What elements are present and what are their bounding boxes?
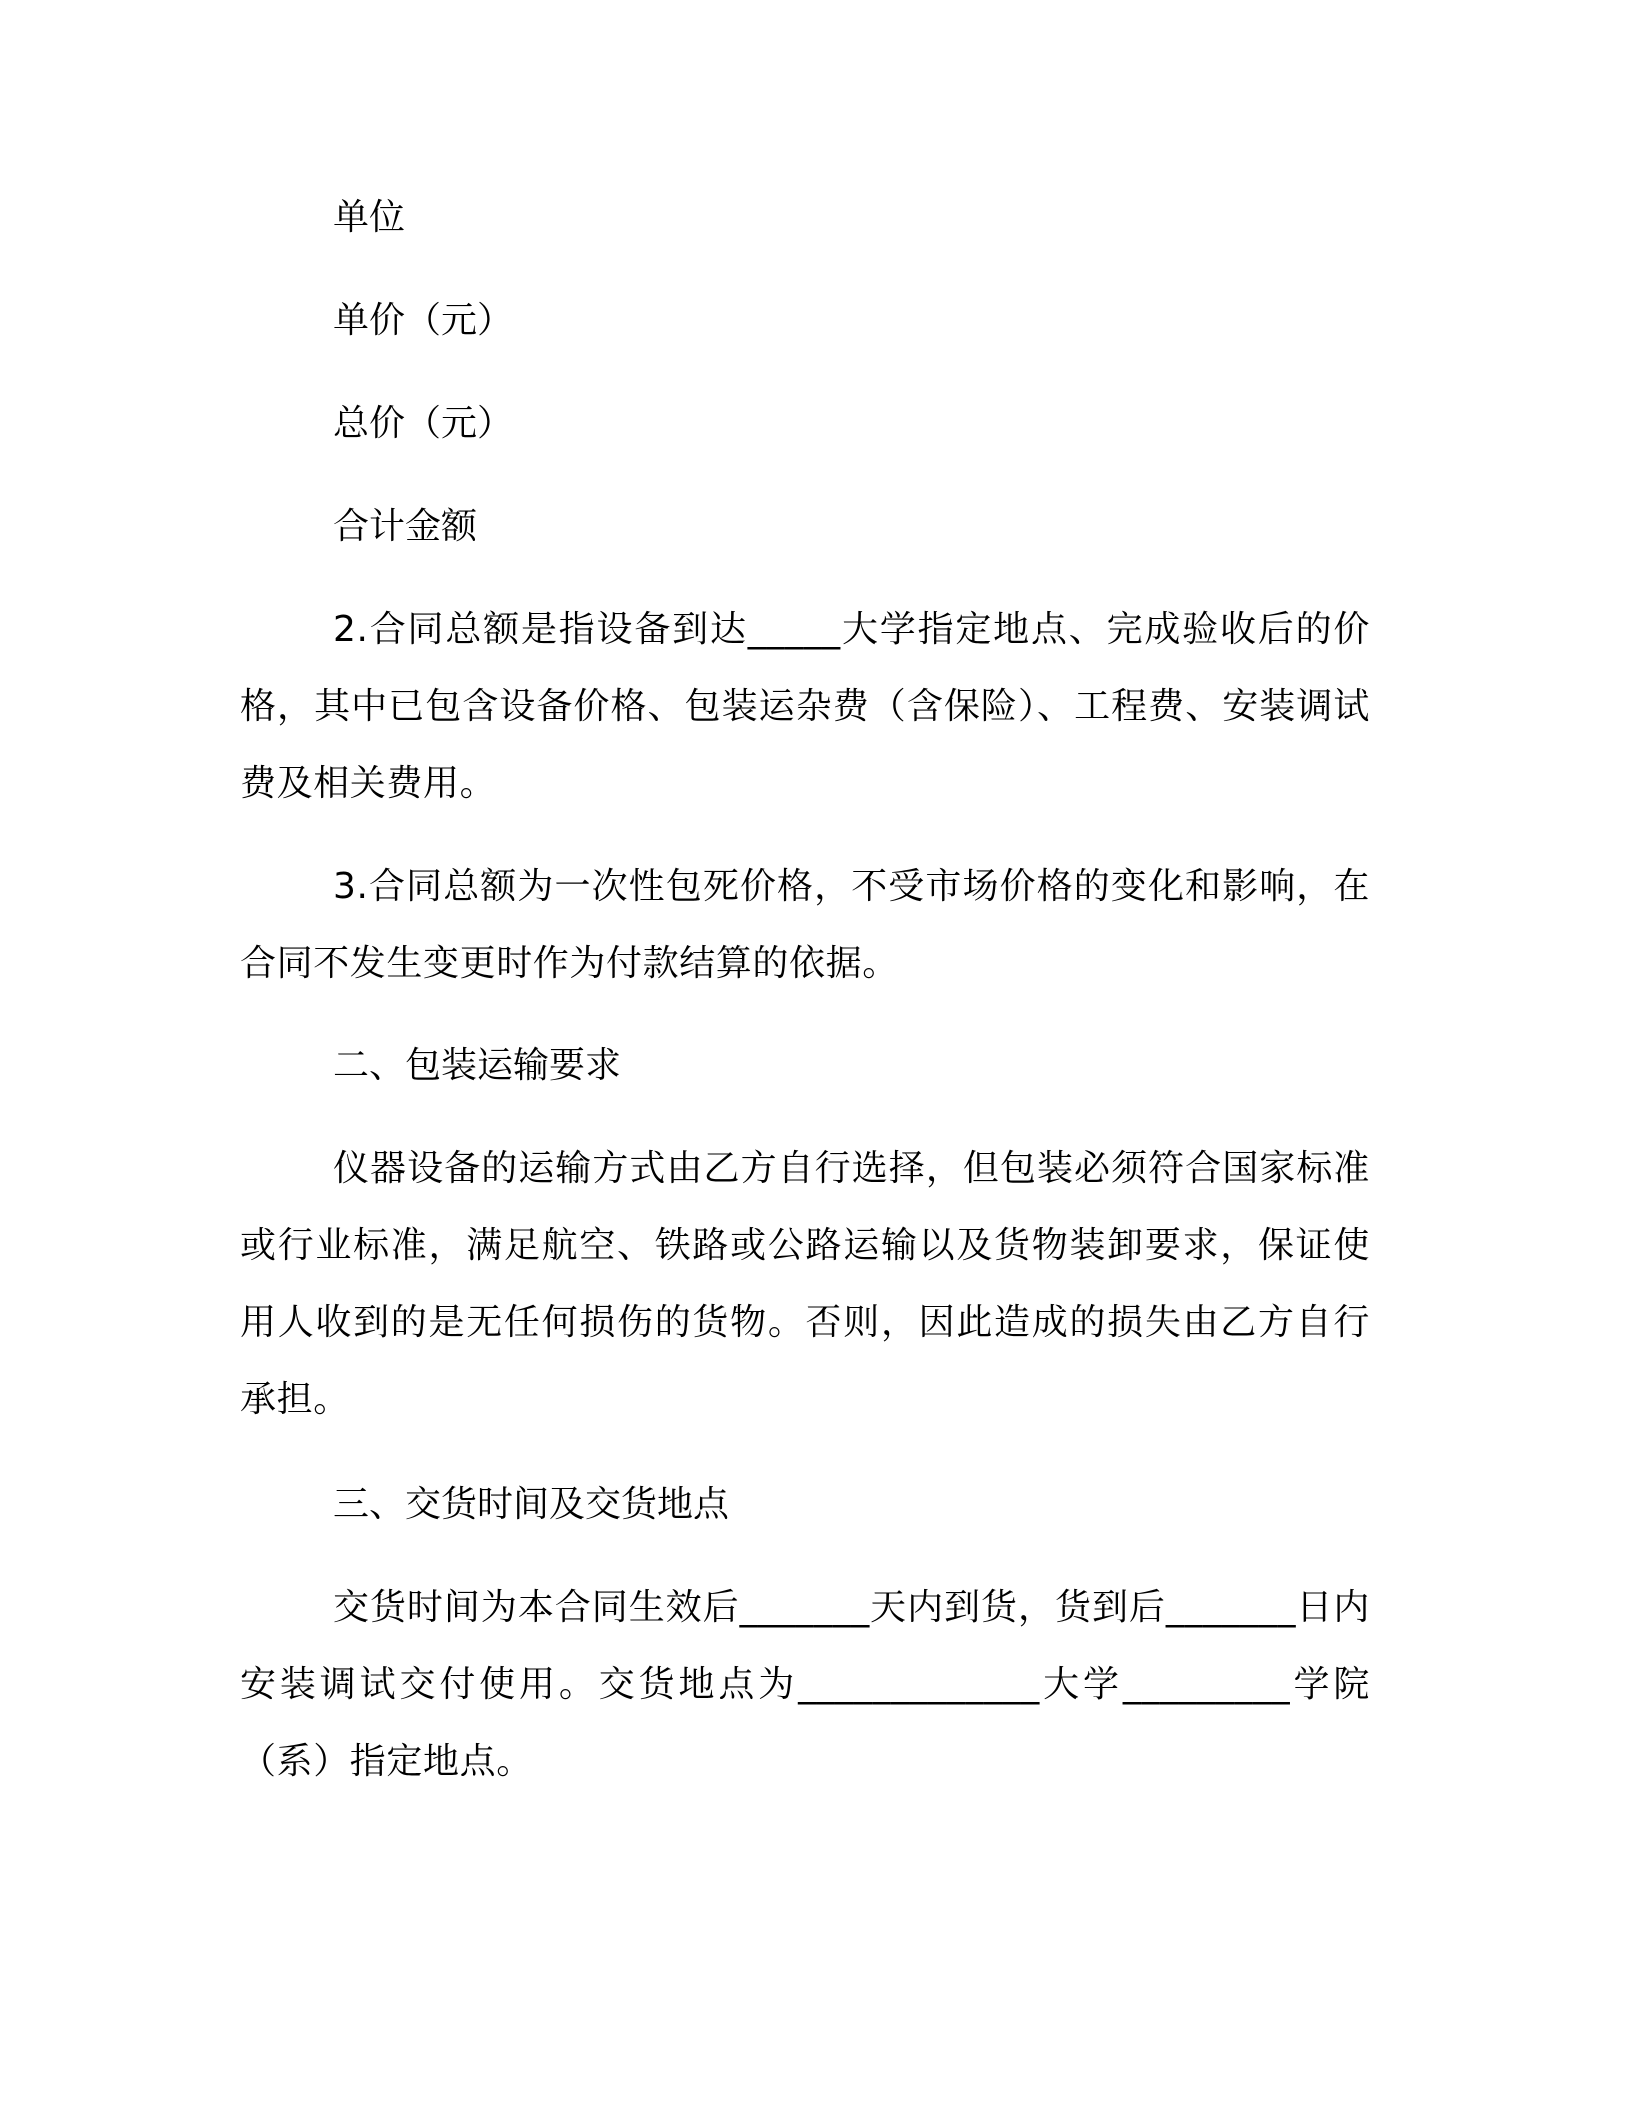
clause-3-paragraph: 3.合同总额为一次性包死价格，不受市场价格的变化和影响，在合同不发生变更时作为付款结算的依据。 [240,866,1370,984]
section-2-paragraph: 仪器设备的运输方式由乙方自行选择，但包装必须符合国家标准或行业标准，满足航空、铁路或公路运输以及货物装卸要求，保证使用人收到的是无任何损伤的货物。否则，因此造成的损失由乙方自行承担。 [240,1148,1370,1420]
section-3-heading: 三、交货时间及交货地点 [333,1484,730,1525]
section-2-heading: 二、包装运输要求 [333,1045,622,1086]
table-row-unit: 单位 [333,197,406,238]
table-row-total-price: 总价（元） [333,403,514,444]
table-row-sum-amount: 合计金额 [333,506,478,547]
section-3-paragraph: 交货时间为本合同生效后_______天内到货，货到后_______日内安装调试交付使用。交货地点为_____________大学_________学院（系）指定地点。 [240,1587,1370,1782]
clause-2-paragraph: 2.合同总额是指设备到达_____大学指定地点、完成验收后的价格，其中已包含设备价格、包装运杂费（含保险）、工程费、安装调试费及相关费用。 [240,609,1370,804]
table-row-unit-price: 单价（元） [333,300,514,341]
